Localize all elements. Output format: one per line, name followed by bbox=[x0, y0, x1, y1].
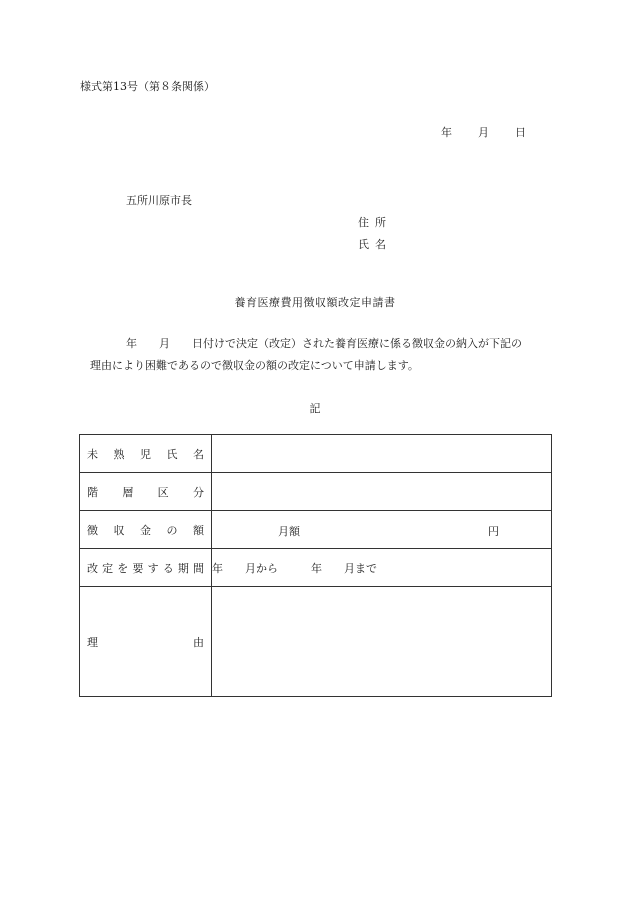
label-amount: 徴収金の額 bbox=[80, 511, 212, 549]
row-period bbox=[80, 549, 552, 587]
addressee: 五所川原市長 bbox=[126, 194, 192, 207]
field-amount[interactable] bbox=[212, 511, 552, 549]
field-infant-name[interactable] bbox=[212, 435, 552, 473]
body-text-line-1: 年 月 日付けで決定（改定）された養育医療に係る徴収金の納入が下記の bbox=[126, 337, 522, 350]
name-label: 氏名 bbox=[358, 238, 392, 251]
form-number: 様式第13号（第８条関係） bbox=[80, 80, 215, 93]
date-day: 日 bbox=[515, 126, 526, 139]
row-reason bbox=[80, 587, 552, 697]
row-amount bbox=[80, 511, 552, 549]
body-text-line-2: 理由により困難であるので徴収金の額の改定について申請します。 bbox=[90, 359, 419, 372]
ki-heading: 記 bbox=[309, 402, 321, 415]
date-year: 年 bbox=[441, 126, 452, 139]
date-line bbox=[441, 126, 526, 140]
label-period: 改定を要する期間 bbox=[80, 549, 212, 587]
field-tier[interactable] bbox=[212, 473, 552, 511]
field-period[interactable]: 年 月から 年 月まで bbox=[212, 549, 552, 587]
monthly-label: 月額 bbox=[278, 524, 300, 538]
label-infant-name: 未熟児氏名 bbox=[80, 435, 212, 473]
address-label: 住所 bbox=[358, 216, 392, 229]
details-table bbox=[79, 434, 552, 697]
document-title: 養育医療費用徴収額改定申請書 bbox=[234, 296, 396, 309]
yen-label: 円 bbox=[488, 524, 499, 538]
field-reason[interactable] bbox=[212, 587, 552, 697]
label-reason: 理由 bbox=[80, 587, 212, 697]
date-month: 月 bbox=[478, 126, 489, 139]
label-tier: 階層区分 bbox=[80, 473, 212, 511]
row-infant-name bbox=[80, 435, 552, 473]
row-tier bbox=[80, 473, 552, 511]
